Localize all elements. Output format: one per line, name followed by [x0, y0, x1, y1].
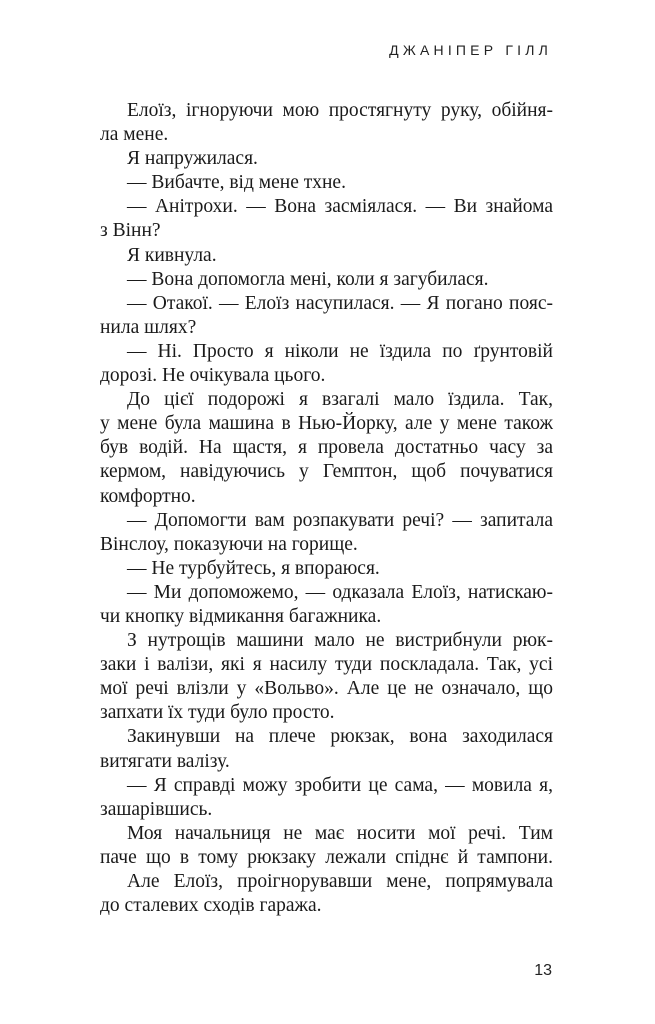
text-line: До цієї подорожі я взагалі мало їздила. Так,: [127, 389, 553, 411]
text-line: Я кивнула.: [127, 244, 217, 266]
text-line: кермом, навідуючись у Гемптон, щоб почуватися: [100, 461, 553, 483]
text-line: — Ні. Просто я ніколи не їздила по ґрунтовій: [127, 340, 553, 362]
text-line: у мене була машина в Нью-Йорку, але у мене також: [100, 413, 553, 435]
page-number: 13: [534, 962, 552, 979]
running-head: ДЖАНІПЕР ГІЛЛ: [389, 42, 552, 58]
text-line: чи кнопку відмикання багажника.: [100, 605, 382, 627]
text-line: був водій. На щастя, я провела достатньо часу за: [100, 437, 553, 459]
text-line: Але Елоїз, проігнорувавши мене, попрямувала: [127, 871, 553, 892]
text-line: Моя начальниця не має носити мої речі. Тим: [127, 822, 553, 844]
text-line: витягати валізу.: [100, 750, 230, 772]
text-line: — Допомогти вам розпакувати речі? — запитала: [127, 509, 553, 531]
text-line: дорозі. Не очікувала цього.: [100, 365, 326, 387]
text-line: — Вибачте, від мене тхне.: [127, 172, 346, 194]
text-line: запхати їх туди було просто.: [100, 702, 335, 724]
body-text: [100, 99, 553, 918]
text-line: Закинувши на плече рюкзак, вона заходилася: [127, 726, 553, 748]
text-line: Я напружилася.: [127, 148, 258, 170]
text-line: Елоїз, ігноруючи мою простягнуту руку, обійня-: [127, 100, 553, 121]
text-line: Вінслоу, показуючи на горище.: [100, 533, 358, 555]
text-line: З нутрощів машини мало не вистрибнули рюк-: [127, 630, 553, 652]
text-line: мої речі влізли у «Вольво». Але це не означало, що: [100, 678, 553, 700]
text-line: — Отакої. — Елоїз насупилася. — Я погано пояс-: [127, 292, 553, 314]
text-line: — Я справді можу зробити це сама, — мовила я,: [127, 774, 553, 796]
text-line: заки і валізи, які я насилу туди поскладала. Так, усі: [100, 654, 553, 676]
text-line: зашарівшись.: [100, 798, 213, 820]
text-line: — Ми допоможемо, — одказала Елоїз, натискаю-: [127, 581, 553, 603]
text-line: — Не турбуйтесь, я впораюся.: [127, 557, 380, 579]
text-line: паче що в тому рюкзаку лежали спіднє й тампони.: [100, 846, 553, 868]
text-line: ла мене.: [100, 124, 169, 146]
text-line: — Анітрохи. — Вона засміялася. — Ви знайома: [127, 196, 553, 218]
text-line: комфортно.: [100, 485, 196, 507]
text-line: нила шлях?: [100, 316, 197, 338]
text-line: з Вінн?: [100, 220, 161, 242]
text-line: до сталевих сходів гаража.: [100, 895, 322, 917]
text-line: — Вона допомогла мені, коли я загубилася.: [127, 268, 489, 290]
